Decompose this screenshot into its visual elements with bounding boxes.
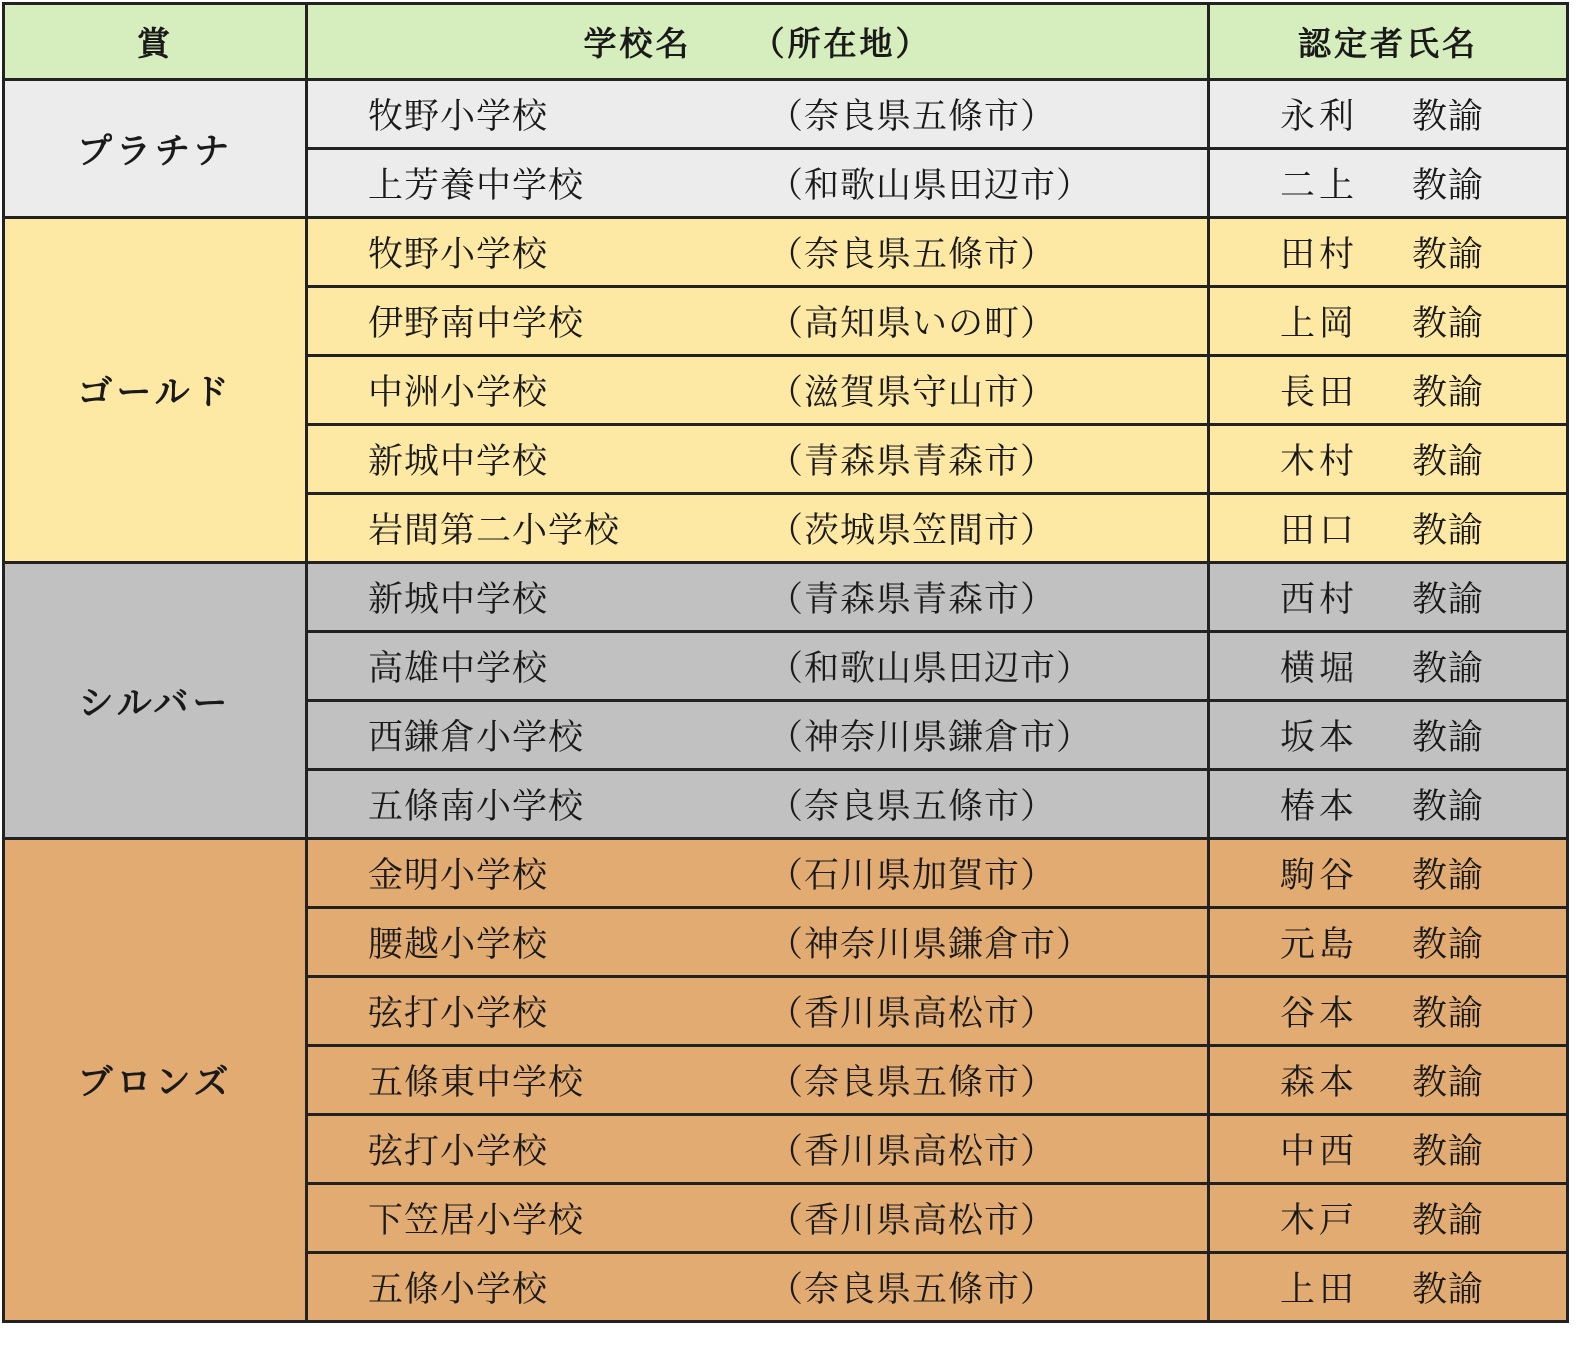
teacher-cell (1209, 494, 1568, 563)
teacher-name: 中西 (1280, 1132, 1359, 1172)
teacher-name: 二上 (1280, 166, 1359, 206)
teacher-cell (1209, 977, 1568, 1046)
school-location: （神奈川県鎌倉市） (768, 718, 1093, 758)
school-cell (307, 1115, 1209, 1184)
school-cell (307, 425, 1209, 494)
table-row (4, 218, 1568, 287)
school-location: （香川県高松市） (768, 1132, 1057, 1172)
school-name: 五條南小学校 (368, 787, 585, 827)
teacher-name: 木村 (1280, 442, 1359, 482)
school-name: 牧野小学校 (368, 97, 549, 137)
awards-table (2, 2, 1569, 1323)
teacher-cell (1209, 425, 1568, 494)
teacher-name: 木戸 (1280, 1201, 1359, 1241)
school-location: （和歌山県田辺市） (768, 166, 1093, 206)
teacher-name: 坂本 (1280, 718, 1359, 758)
teacher-title: 教諭 (1412, 511, 1485, 551)
school-location: （香川県高松市） (768, 994, 1057, 1034)
school-location: （奈良県五條市） (768, 1270, 1057, 1310)
school-name: 五條小学校 (368, 1270, 549, 1310)
table-row (4, 563, 1568, 632)
award-cell: シルバー (4, 563, 307, 839)
school-cell (307, 632, 1209, 701)
teacher-title: 教諭 (1412, 856, 1485, 896)
teacher-cell (1209, 1115, 1568, 1184)
school-location: （青森県青森市） (768, 442, 1057, 482)
teacher-title: 教諭 (1412, 1132, 1485, 1172)
award-cell: プラチナ (4, 80, 307, 218)
teacher-cell (1209, 287, 1568, 356)
school-name: 下笠居小学校 (368, 1201, 585, 1241)
teacher-title: 教諭 (1412, 373, 1485, 413)
school-location: （滋賀県守山市） (768, 373, 1057, 413)
school-cell (307, 287, 1209, 356)
teacher-title: 教諭 (1412, 166, 1485, 206)
teacher-title: 教諭 (1412, 718, 1485, 758)
school-location: （和歌山県田辺市） (768, 649, 1093, 689)
teacher-name: 田口 (1280, 511, 1359, 551)
school-cell (307, 1253, 1209, 1322)
teacher-title: 教諭 (1412, 97, 1485, 137)
school-cell (307, 356, 1209, 425)
teacher-title: 教諭 (1412, 925, 1485, 965)
teacher-cell (1209, 563, 1568, 632)
school-location: （茨城県笠間市） (768, 511, 1057, 551)
teacher-cell (1209, 632, 1568, 701)
teacher-cell (1209, 1184, 1568, 1253)
table-row (4, 80, 1568, 149)
table-body (4, 80, 1568, 1322)
teacher-name: 田村 (1280, 235, 1359, 275)
teacher-name: 横堀 (1280, 649, 1359, 689)
teacher-name: 西村 (1280, 580, 1359, 620)
school-cell (307, 149, 1209, 218)
teacher-title: 教諭 (1412, 787, 1485, 827)
school-cell (307, 1184, 1209, 1253)
award-cell: ブロンズ (4, 839, 307, 1322)
school-location: （奈良県五條市） (768, 1063, 1057, 1103)
teacher-title: 教諭 (1412, 235, 1485, 275)
teacher-name: 長田 (1280, 373, 1359, 413)
teacher-name: 椿本 (1280, 787, 1359, 827)
teacher-cell (1209, 1253, 1568, 1322)
school-name: 高雄中学校 (368, 649, 549, 689)
teacher-title: 教諭 (1412, 1201, 1485, 1241)
teacher-name: 谷本 (1280, 994, 1359, 1034)
header-teacher: 認定者氏名 (1209, 4, 1568, 80)
teacher-cell (1209, 80, 1568, 149)
school-name: 上芳養中学校 (368, 166, 585, 206)
teacher-title: 教諭 (1412, 649, 1485, 689)
teacher-cell (1209, 908, 1568, 977)
teacher-title: 教諭 (1412, 1063, 1485, 1103)
school-name: 新城中学校 (368, 442, 549, 482)
teacher-name: 駒谷 (1280, 856, 1359, 896)
school-cell (307, 908, 1209, 977)
school-name: 弦打小学校 (368, 994, 549, 1034)
school-name: 中洲小学校 (368, 373, 549, 413)
school-name: 弦打小学校 (368, 1132, 549, 1172)
teacher-cell (1209, 701, 1568, 770)
teacher-cell (1209, 1046, 1568, 1115)
school-location: （香川県高松市） (768, 1201, 1057, 1241)
teacher-name: 上岡 (1280, 304, 1359, 344)
teacher-name: 永利 (1280, 97, 1359, 137)
school-name: 腰越小学校 (368, 925, 549, 965)
school-cell (307, 563, 1209, 632)
teacher-name: 上田 (1280, 1270, 1359, 1310)
school-cell (307, 494, 1209, 563)
header-school-label: 学校名 (583, 24, 692, 63)
teacher-cell (1209, 770, 1568, 839)
school-name: 伊野南中学校 (368, 304, 585, 344)
school-name: 西鎌倉小学校 (368, 718, 585, 758)
school-location: （奈良県五條市） (768, 235, 1057, 275)
table-row (4, 839, 1568, 908)
school-name: 新城中学校 (368, 580, 549, 620)
school-cell (307, 770, 1209, 839)
teacher-cell (1209, 839, 1568, 908)
school-location: （高知県いの町） (768, 304, 1057, 344)
teacher-cell (1209, 218, 1568, 287)
teacher-title: 教諭 (1412, 1270, 1485, 1310)
table-header (4, 4, 1568, 80)
header-location-label: （所在地） (751, 24, 932, 63)
teacher-name: 森本 (1280, 1063, 1359, 1103)
teacher-title: 教諭 (1412, 994, 1485, 1034)
school-name: 岩間第二小学校 (368, 511, 621, 551)
teacher-cell (1209, 356, 1568, 425)
award-cell: ゴールド (4, 218, 307, 563)
school-location: （石川県加賀市） (768, 856, 1057, 896)
school-location: （奈良県五條市） (768, 97, 1057, 137)
header-school (307, 4, 1209, 80)
header-award: 賞 (4, 4, 307, 80)
school-name: 金明小学校 (368, 856, 549, 896)
school-location: （青森県青森市） (768, 580, 1057, 620)
teacher-name: 元島 (1280, 925, 1359, 965)
school-cell (307, 1046, 1209, 1115)
school-cell (307, 80, 1209, 149)
teacher-title: 教諭 (1412, 304, 1485, 344)
school-location: （神奈川県鎌倉市） (768, 925, 1093, 965)
teacher-cell (1209, 149, 1568, 218)
school-cell (307, 839, 1209, 908)
school-location: （奈良県五條市） (768, 787, 1057, 827)
school-cell (307, 218, 1209, 287)
teacher-title: 教諭 (1412, 580, 1485, 620)
school-cell (307, 977, 1209, 1046)
teacher-title: 教諭 (1412, 442, 1485, 482)
school-name: 牧野小学校 (368, 235, 549, 275)
school-cell (307, 701, 1209, 770)
school-name: 五條東中学校 (368, 1063, 585, 1103)
header-row (4, 4, 1568, 80)
